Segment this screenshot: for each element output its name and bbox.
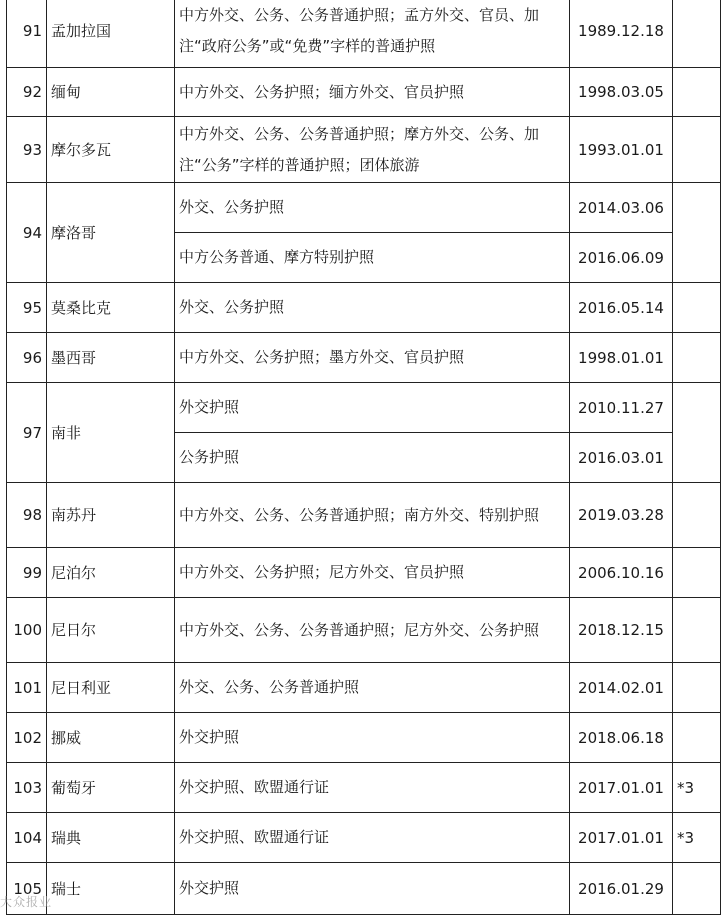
- effective-date-cell: 2010.11.27: [570, 383, 673, 433]
- passport-types-cell: 中方外交、公务、公务普通护照；孟方外交、官员、加注“政府公务”或“免费”字样的普通护照: [175, 0, 570, 68]
- note-cell: [673, 598, 721, 663]
- country-cell: 缅甸: [47, 68, 175, 117]
- passport-types-cell: 外交护照、欧盟通行证: [175, 813, 570, 863]
- passport-types-cell: 外交、公务护照: [175, 183, 570, 233]
- note-cell: [673, 713, 721, 763]
- country-cell: 摩尔多瓦: [47, 117, 175, 183]
- row-number: 94: [7, 183, 47, 283]
- row-number: 103: [7, 763, 47, 813]
- passport-types-cell: 中方外交、公务护照；尼方外交、官员护照: [175, 548, 570, 598]
- passport-types-cell: 外交护照: [175, 863, 570, 915]
- note-cell: [673, 483, 721, 548]
- country-cell: 摩洛哥: [47, 183, 175, 283]
- row-number: 98: [7, 483, 47, 548]
- effective-date-cell: 2016.06.09: [570, 233, 673, 283]
- note-cell: [673, 183, 721, 283]
- effective-date-cell: 2019.03.28: [570, 483, 673, 548]
- table-row: [7, 483, 721, 548]
- row-number: 96: [7, 333, 47, 383]
- row-number: 95: [7, 283, 47, 333]
- passport-types-cell: 中方外交、公务、公务普通护照；尼方外交、公务护照: [175, 598, 570, 663]
- row-number: 102: [7, 713, 47, 763]
- effective-date-cell: 2016.03.01: [570, 433, 673, 483]
- effective-date-cell: 2006.10.16: [570, 548, 673, 598]
- passport-types-cell: 外交护照、欧盟通行证: [175, 763, 570, 813]
- effective-date-cell: 2017.01.01: [570, 813, 673, 863]
- passport-types-cell: 外交、公务护照: [175, 283, 570, 333]
- country-cell: 墨西哥: [47, 333, 175, 383]
- table-row: [7, 713, 721, 763]
- country-cell: 孟加拉国: [47, 0, 175, 68]
- row-number: 93: [7, 117, 47, 183]
- table-row: [7, 0, 721, 68]
- note-cell: *3: [673, 763, 721, 813]
- table-row: [7, 598, 721, 663]
- effective-date-cell: 2016.05.14: [570, 283, 673, 333]
- effective-date-cell: 2014.03.06: [570, 183, 673, 233]
- effective-date-cell: 1993.01.01: [570, 117, 673, 183]
- passport-types-cell: 中方外交、公务、公务普通护照；南方外交、特别护照: [175, 483, 570, 548]
- note-cell: [673, 383, 721, 483]
- effective-date-cell: 2016.01.29: [570, 863, 673, 915]
- table-row: [7, 383, 721, 433]
- effective-date-cell: 1998.01.01: [570, 333, 673, 383]
- row-number: 91: [7, 0, 47, 68]
- table-row: [7, 548, 721, 598]
- table-row: [7, 283, 721, 333]
- watermark: 大众报业: [0, 895, 53, 909]
- country-cell: 瑞典: [47, 813, 175, 863]
- passport-types-cell: 中方外交、公务护照；墨方外交、官员护照: [175, 333, 570, 383]
- row-number: 99: [7, 548, 47, 598]
- row-number: 92: [7, 68, 47, 117]
- country-cell: 葡萄牙: [47, 763, 175, 813]
- row-number: 104: [7, 813, 47, 863]
- note-cell: *3: [673, 813, 721, 863]
- table-row: [7, 333, 721, 383]
- country-cell: 瑞士: [47, 863, 175, 915]
- table-row: [7, 68, 721, 117]
- passport-types-cell: 外交、公务、公务普通护照: [175, 663, 570, 713]
- country-cell: 挪威: [47, 713, 175, 763]
- effective-date-cell: 2018.12.15: [570, 598, 673, 663]
- passport-types-cell: 外交护照: [175, 713, 570, 763]
- row-number: 100: [7, 598, 47, 663]
- note-cell: [673, 663, 721, 713]
- row-number: 97: [7, 383, 47, 483]
- effective-date-cell: 2018.06.18: [570, 713, 673, 763]
- agreement-table: [6, 0, 721, 915]
- passport-types-cell: 中方外交、公务护照；缅方外交、官员护照: [175, 68, 570, 117]
- note-cell: [673, 863, 721, 915]
- table-row: [7, 863, 721, 915]
- passport-types-cell: 中方外交、公务、公务普通护照；摩方外交、公务、加注“公务”字样的普通护照；团体旅游: [175, 117, 570, 183]
- table-row: [7, 813, 721, 863]
- country-cell: 尼日利亚: [47, 663, 175, 713]
- effective-date-cell: 2017.01.01: [570, 763, 673, 813]
- table-row: [7, 117, 721, 183]
- effective-date-cell: 1989.12.18: [570, 0, 673, 68]
- passport-types-cell: 中方公务普通、摩方特别护照: [175, 233, 570, 283]
- country-cell: 南苏丹: [47, 483, 175, 548]
- effective-date-cell: 1998.03.05: [570, 68, 673, 117]
- note-cell: [673, 117, 721, 183]
- table-row: [7, 663, 721, 713]
- note-cell: [673, 283, 721, 333]
- country-cell: 尼日尔: [47, 598, 175, 663]
- effective-date-cell: 2014.02.01: [570, 663, 673, 713]
- passport-types-cell: 公务护照: [175, 433, 570, 483]
- country-cell: 南非: [47, 383, 175, 483]
- table-row: [7, 183, 721, 233]
- row-number: 101: [7, 663, 47, 713]
- note-cell: [673, 68, 721, 117]
- table-row: [7, 763, 721, 813]
- row-number: 105: [7, 863, 47, 915]
- country-cell: 莫桑比克: [47, 283, 175, 333]
- note-cell: [673, 333, 721, 383]
- note-cell: [673, 0, 721, 68]
- note-cell: [673, 548, 721, 598]
- passport-types-cell: 外交护照: [175, 383, 570, 433]
- country-cell: 尼泊尔: [47, 548, 175, 598]
